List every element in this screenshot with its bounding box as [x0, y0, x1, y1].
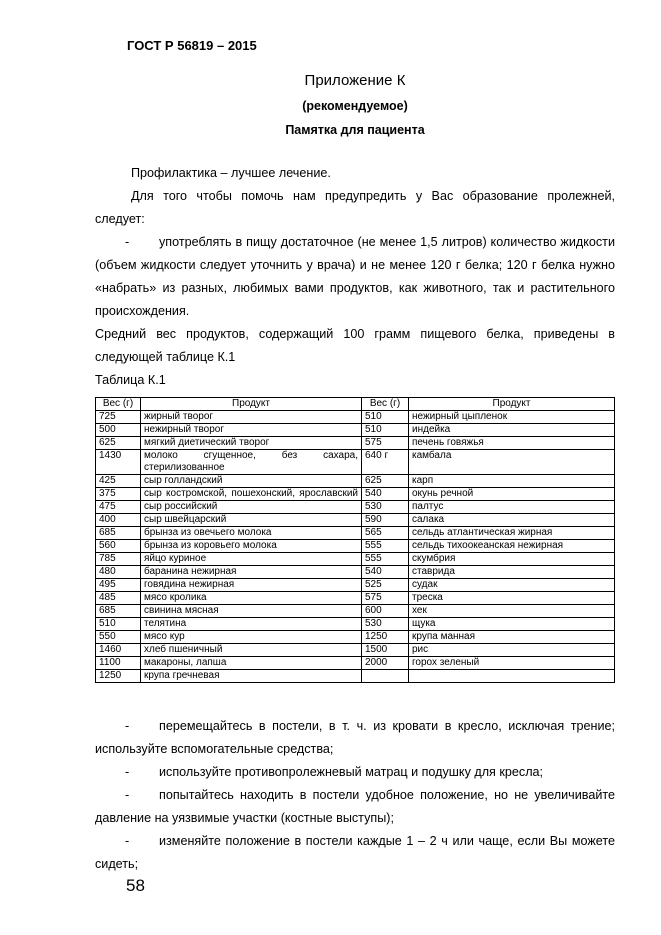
weight-cell: 495 — [96, 579, 141, 592]
bullet-item-2 — [95, 715, 615, 761]
weight-cell: 475 — [96, 501, 141, 514]
weight-cell — [362, 670, 409, 683]
weight-cell: 1500 — [362, 644, 409, 657]
table-row — [96, 618, 615, 631]
table-row — [96, 411, 615, 424]
product-cell: мясо кролика — [141, 592, 362, 605]
weight-cell: 555 — [362, 553, 409, 566]
intro-paragraph-3: Средний вес продуктов, содержащий 100 грамм пищевого белка, приведены в следующей таблице К.1 — [95, 327, 615, 364]
product-cell: нежирный творог — [141, 424, 362, 437]
weight-cell: 725 — [96, 411, 141, 424]
weight-cell: 785 — [96, 553, 141, 566]
product-cell: салака — [409, 514, 615, 527]
bullet-text: изменяйте положение в постели каждые 1 – 2 ч или чаще, если Вы можете сидеть; — [95, 834, 615, 871]
table-row — [96, 566, 615, 579]
weight-cell: 510 — [96, 618, 141, 631]
bullet-marker: - — [125, 834, 130, 848]
intro-paragraph-2a: Для того чтобы помочь нам предупредить у Вас образование пролежней, — [131, 189, 615, 203]
product-cell: треска — [409, 592, 615, 605]
weight-cell: 2000 — [362, 657, 409, 670]
appendix-status: (рекомендуемое) — [302, 99, 408, 113]
bullet-marker: - — [125, 765, 130, 779]
table-row — [96, 553, 615, 566]
protein-table — [95, 397, 615, 683]
product-cell: жирный творог — [141, 411, 362, 424]
product-cell: сельдь тихоокеанская нежирная — [409, 540, 615, 553]
table-row — [96, 592, 615, 605]
table-header-row — [96, 398, 615, 411]
table-row — [96, 501, 615, 514]
weight-cell: 375 — [96, 488, 141, 501]
appendix-title: Приложение К — [304, 72, 406, 89]
product-cell: мягкий диетический творог — [141, 437, 362, 450]
weight-cell: 575 — [362, 437, 409, 450]
bullet-item-5 — [95, 830, 615, 876]
product-cell: окунь речной — [409, 488, 615, 501]
bullet-marker: - — [125, 788, 130, 802]
table-row — [96, 450, 615, 475]
bullet-text: используйте противопролежневый матрац и подушку для кресла; — [159, 765, 544, 779]
weight-cell: 685 — [96, 605, 141, 618]
table-caption: Таблица К.1 — [95, 373, 166, 387]
weight-cell: 625 — [362, 475, 409, 488]
weight-cell: 500 — [96, 424, 141, 437]
weight-cell: 625 — [96, 437, 141, 450]
product-cell: хек — [409, 605, 615, 618]
weight-cell: 590 — [362, 514, 409, 527]
product-cell: яйцо куриное — [141, 553, 362, 566]
table-row — [96, 527, 615, 540]
weight-cell: 540 — [362, 566, 409, 579]
product-cell: ставрида — [409, 566, 615, 579]
weight-cell: 510 — [362, 424, 409, 437]
table-row — [96, 488, 615, 501]
weight-cell: 575 — [362, 592, 409, 605]
product-cell: крупа манная — [409, 631, 615, 644]
table-row — [96, 514, 615, 527]
page-number: 58 — [126, 876, 145, 895]
appendix-name: Памятка для пациента — [285, 123, 425, 137]
table-row — [96, 579, 615, 592]
weight-cell: 1250 — [362, 631, 409, 644]
product-cell: горох зеленый — [409, 657, 615, 670]
product-cell: молоко сгущенное, без сахара, стерилизованное — [141, 450, 362, 475]
product-cell: индейка — [409, 424, 615, 437]
weight-cell: 1430 — [96, 450, 141, 475]
weight-cell: 565 — [362, 527, 409, 540]
product-cell: сельдь атлантическая жирная — [409, 527, 615, 540]
bullet-item-1 — [95, 231, 615, 323]
weight-cell: 525 — [362, 579, 409, 592]
weight-cell: 510 — [362, 411, 409, 424]
header-product-1: Продукт — [141, 398, 362, 411]
weight-cell: 640 г — [362, 450, 409, 475]
weight-cell: 540 — [362, 488, 409, 501]
product-cell — [409, 670, 615, 683]
weight-cell: 530 — [362, 501, 409, 514]
weight-cell: 555 — [362, 540, 409, 553]
product-cell: баранина нежирная — [141, 566, 362, 579]
table-row — [96, 670, 615, 683]
bullet-text: перемещайтесь в постели, в т. ч. из кровати в кресло, исключая трение; используйте вспомогательные средства; — [95, 719, 615, 756]
weight-cell: 480 — [96, 566, 141, 579]
intro-paragraph-2b: следует: — [95, 212, 145, 226]
product-cell: брынза из коровьего молока — [141, 540, 362, 553]
document-header: ГОСТ Р 56819 – 2015 — [127, 38, 257, 53]
weight-cell: 1460 — [96, 644, 141, 657]
table-row — [96, 605, 615, 618]
header-weight-2: Вес (г) — [362, 398, 409, 411]
table-row — [96, 540, 615, 553]
weight-cell: 530 — [362, 618, 409, 631]
weight-cell: 425 — [96, 475, 141, 488]
product-cell: печень говяжья — [409, 437, 615, 450]
table-row — [96, 657, 615, 670]
product-cell: хлеб пшеничный — [141, 644, 362, 657]
weight-cell: 685 — [96, 527, 141, 540]
table-row — [96, 475, 615, 488]
table-row — [96, 631, 615, 644]
weight-cell: 485 — [96, 592, 141, 605]
weight-cell: 550 — [96, 631, 141, 644]
intro-section — [95, 162, 615, 392]
intro-paragraph-1: Профилактика – лучшее лечение. — [131, 166, 331, 180]
product-cell: карп — [409, 475, 615, 488]
product-cell: судак — [409, 579, 615, 592]
product-cell: крупа гречневая — [141, 670, 362, 683]
bullet-text: употреблять в пищу достаточное (не менее 1,5 литров) количество жидкости (объем жидкости следует уточнить у врача) и не менее 120 г белка; 120 г белка нужно «набрать» из разных, любимых вами продуктов, как животного, так и растительного происхождения. — [95, 235, 615, 318]
weight-cell: 1100 — [96, 657, 141, 670]
weight-cell: 600 — [362, 605, 409, 618]
bullet-marker: - — [125, 719, 130, 733]
product-cell: сыр российский — [141, 501, 362, 514]
header-weight-1: Вес (г) — [96, 398, 141, 411]
bullet-item-3 — [95, 761, 615, 784]
table-row — [96, 644, 615, 657]
product-cell: мясо кур — [141, 631, 362, 644]
product-cell: щука — [409, 618, 615, 631]
product-cell: макароны, лапша — [141, 657, 362, 670]
product-cell: сыр голландский — [141, 475, 362, 488]
header-product-2: Продукт — [409, 398, 615, 411]
product-cell: палтус — [409, 501, 615, 514]
product-cell: нежирный цыпленок — [409, 411, 615, 424]
product-cell: брынза из овечьего молока — [141, 527, 362, 540]
product-cell: свинина мясная — [141, 605, 362, 618]
product-cell: говядина нежирная — [141, 579, 362, 592]
table-row — [96, 437, 615, 450]
weight-cell: 400 — [96, 514, 141, 527]
bullet-text: попытайтесь находить в постели удобное положение, но не увеличивайте давление на уязвимые участки (костные выступы); — [95, 788, 615, 825]
product-cell: камбала — [409, 450, 615, 475]
table-row — [96, 424, 615, 437]
product-cell: сыр костромской, пошехонский, ярославский — [141, 488, 362, 501]
product-cell: рис — [409, 644, 615, 657]
weight-cell: 560 — [96, 540, 141, 553]
recommendations-section — [95, 715, 615, 876]
weight-cell: 1250 — [96, 670, 141, 683]
bullet-item-4 — [95, 784, 615, 830]
product-cell: сыр швейцарский — [141, 514, 362, 527]
product-cell: телятина — [141, 618, 362, 631]
product-cell: скумбрия — [409, 553, 615, 566]
bullet-marker: - — [125, 235, 130, 249]
